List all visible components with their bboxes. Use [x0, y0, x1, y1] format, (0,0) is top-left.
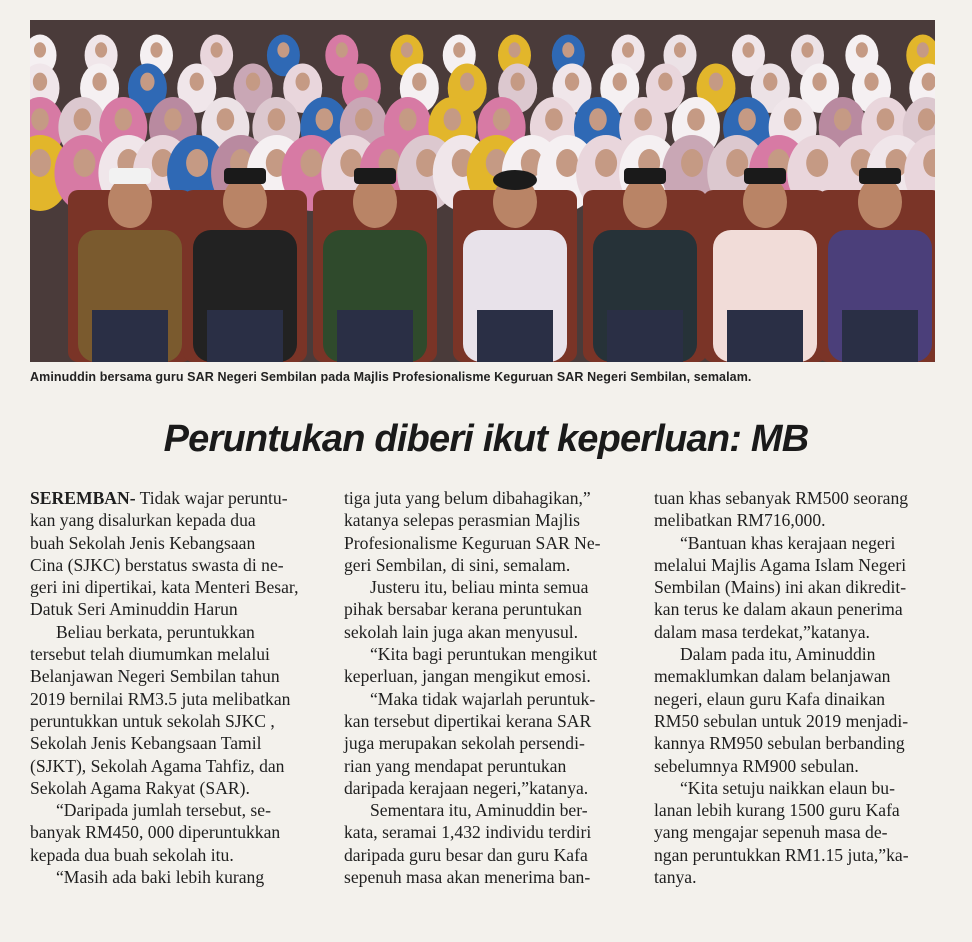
text-line: melibatkan RM716,000. [654, 510, 826, 531]
text-line: banyak RM450, 000 diperuntukkan [30, 822, 281, 843]
face [918, 108, 935, 130]
text-line: Beliau berkata, peruntukkan [56, 621, 255, 642]
text-line: negeri, elaun guru Kafa dinaikan [654, 688, 886, 709]
paragraph [30, 866, 320, 888]
text-line: memaklumkan dalam belanjawan [654, 666, 891, 687]
face [114, 108, 132, 130]
text-line: tiga juta yang belum dibahagikan,” [344, 488, 591, 508]
text-line: sekolah lain juga akan menyusul. [344, 621, 579, 642]
face [150, 42, 162, 57]
text-line: peruntukkan untuk sekolah SJKC , [30, 710, 275, 731]
face [681, 149, 703, 177]
trousers [842, 310, 918, 362]
face [211, 42, 223, 57]
face [634, 108, 652, 130]
songkok-cap [859, 168, 901, 184]
text-line: 2019 bernilai RM3.5 juta melibatkan [30, 688, 291, 709]
text-line: kan yang disalurkan kepada dua [30, 510, 256, 531]
headline: Peruntukan diberi ikut keperluan: MB [163, 418, 809, 460]
text-line: “Daripada jumlah tersebut, se- [56, 800, 271, 821]
text-line: kan tersebut dipertikai kerana SAR [344, 710, 592, 731]
face [296, 73, 310, 91]
paragraph [344, 487, 626, 576]
group-photo-icon [30, 20, 935, 362]
text-line: melalui Majlis Agama Islam Negeri [654, 554, 907, 575]
face [190, 73, 204, 91]
group-photo [30, 20, 935, 362]
face [444, 108, 462, 130]
text-line: (SJKT), Sekolah Agama Tahfiz, dan [30, 755, 285, 776]
text-line: “Kita bagi peruntukan mengikut [370, 644, 598, 665]
face [460, 73, 474, 91]
text-line: ngan peruntukkan RM1.15 juta,”ka- [654, 844, 909, 865]
face [687, 108, 705, 130]
text-line: daripada guru besar dan guru Kafa [344, 844, 588, 865]
text-line: sebelumnya RM900 sebulan. [654, 755, 859, 776]
text-line: Sekolah Jenis Kebangsaan Tamil [30, 733, 262, 754]
face [742, 42, 754, 57]
songkok-cap [744, 168, 786, 184]
text-line: “Masih ada baki lebih kurang [56, 867, 265, 888]
text-line: Sekolah Agama Rakyat (SAR). [30, 777, 250, 798]
paragraph [654, 487, 939, 532]
text-line: Sembilan (Mains) ini akan dikredit- [654, 577, 907, 598]
face [613, 73, 627, 91]
face [453, 42, 465, 57]
text-line: kannya RM950 sebulan berbanding [654, 733, 905, 754]
face [556, 149, 578, 177]
text-line: keperluan, jangan mengikut emosi. [344, 666, 591, 687]
face [33, 73, 47, 91]
text-line: RM50 sebulan untuk 2019 menjadi- [654, 710, 909, 731]
text-line: katanya selepas perasmian Majlis [344, 510, 580, 531]
text-line: Profesionalisme Keguruan SAR Ne- [344, 532, 601, 553]
text-line: geri Sembilan, di sini, semalam. [344, 554, 571, 575]
face [30, 149, 51, 177]
text-line: kan terus ke dalam akaun penerima [654, 599, 903, 620]
trousers [337, 310, 413, 362]
paragraph [30, 487, 320, 621]
text-line: juga merupakan sekolah persendi- [344, 733, 585, 754]
face [709, 73, 723, 91]
paragraph [344, 643, 626, 688]
paragraph [654, 777, 939, 888]
face [300, 149, 322, 177]
face [268, 108, 286, 130]
face [595, 149, 617, 177]
face [412, 73, 426, 91]
article-column-3 [654, 487, 939, 888]
face [806, 149, 828, 177]
text-line: Belanjawan Negeri Sembilan tahun [30, 666, 280, 687]
paragraph [654, 643, 939, 777]
trousers [727, 310, 803, 362]
face [217, 108, 235, 130]
face [164, 108, 182, 130]
face [34, 42, 46, 57]
face [355, 108, 373, 130]
face [354, 73, 368, 91]
face [511, 73, 525, 91]
text-line: kata, seramai 1,432 individu terdiri [344, 822, 592, 843]
paragraph [654, 532, 939, 643]
trousers [92, 310, 168, 362]
text-line: Dalam pada itu, Aminuddin [680, 644, 876, 665]
text-line: SEREMBAN- Tidak wajar peruntu- [30, 488, 288, 508]
text-line: “Bantuan khas kerajaan negeri [680, 532, 896, 553]
paragraph [344, 688, 626, 799]
trousers [477, 310, 553, 362]
face [508, 42, 520, 57]
face [674, 42, 686, 57]
face [74, 108, 92, 130]
face [812, 73, 826, 91]
trousers [207, 310, 283, 362]
songkok-cap [624, 168, 666, 184]
text-line: tanya. [654, 867, 697, 888]
text-line: Cina (SJKC) berstatus swasta di ne- [30, 554, 284, 575]
face [401, 42, 413, 57]
hair [493, 170, 537, 190]
face [399, 108, 417, 130]
face [784, 108, 802, 130]
text-line: Sementara itu, Aminuddin ber- [370, 800, 588, 821]
text-line: yang mengajar sepenuh masa de- [654, 822, 888, 843]
face [562, 42, 574, 57]
text-line: daripada kerajaan negeri,”katanya. [344, 777, 589, 798]
paragraph [30, 799, 320, 866]
face [186, 149, 208, 177]
songkok-cap [354, 168, 396, 184]
face [316, 108, 334, 130]
face [589, 108, 607, 130]
paragraph [30, 621, 320, 799]
paragraph [344, 576, 626, 643]
face [565, 73, 579, 91]
face [801, 42, 813, 57]
face [92, 73, 106, 91]
face [877, 108, 895, 130]
text-line: tersebut telah diumumkan melalui [30, 644, 270, 665]
face [336, 42, 348, 57]
face [917, 42, 929, 57]
face [622, 42, 634, 57]
text-line: rian yang mendapat peruntukan [344, 755, 567, 776]
text-line: geri ini dipertikai, kata Menteri Besar, [30, 577, 299, 598]
text-line: buah Sekolah Jenis Kebangsaan [30, 532, 256, 553]
text-line: Justeru itu, beliau minta semua [370, 577, 589, 598]
face [864, 73, 878, 91]
face [73, 149, 95, 177]
face [95, 42, 107, 57]
face [31, 108, 49, 130]
text-line: dalam masa terdekat,”katanya. [654, 621, 870, 642]
face [246, 73, 260, 91]
songkok-cap [224, 168, 266, 184]
text-line: sepenuh masa akan menerima ban- [344, 867, 591, 888]
face [140, 73, 154, 91]
face [834, 108, 852, 130]
text-line: “Kita setuju naikkan elaun bu- [680, 777, 895, 798]
dateline: SEREMBAN- [30, 488, 136, 508]
face [545, 108, 563, 130]
songkok-cap [109, 168, 151, 184]
paragraph [344, 799, 626, 888]
article-column-1 [30, 487, 320, 888]
text-line: pihak bersabar kerana peruntukan [344, 599, 582, 620]
face [493, 108, 511, 130]
trousers [607, 310, 683, 362]
article-column-2 [344, 487, 626, 888]
face [856, 42, 868, 57]
photo-caption: Aminuddin bersama guru SAR Negeri Sembilan pada Majlis Profesionalisme Keguruan SAR Negeri Sembilan, semalam. [30, 370, 752, 384]
text-line: Datuk Seri Aminuddin Harun [30, 599, 238, 620]
face [658, 73, 672, 91]
text-line: “Maka tidak wajarlah peruntuk- [370, 688, 596, 709]
text-line: lanan lebih kurang 1500 guru Kafa [654, 800, 900, 821]
face [277, 42, 289, 57]
text-line: kepada dua buah sekolah itu. [30, 844, 234, 865]
face [738, 108, 756, 130]
text-line: tuan khas sebanyak RM500 seorang [654, 488, 909, 508]
face [763, 73, 777, 91]
